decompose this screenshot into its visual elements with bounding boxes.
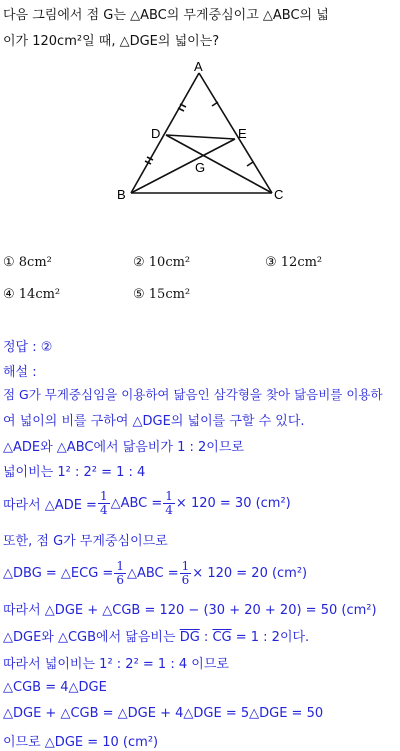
label-e: E xyxy=(238,126,247,141)
fraction-numerator: 1 xyxy=(165,488,173,503)
choice-1[interactable]: ① 8cm² xyxy=(3,255,52,270)
explanation-line-5-part-3: × 120 = 30 (cm²) xyxy=(175,495,291,511)
explanation-line-9-colon: : xyxy=(199,630,213,645)
explanation-line-5 xyxy=(3,486,396,520)
explanation-line-9-part-2: = 1 : 2이다. xyxy=(231,630,310,645)
question-line-1: 다음 그림에서 점 G는 △ABC의 무게중심이고 △ABC의 넓 xyxy=(3,8,329,23)
segment-dg: $\overline{DG}$ xyxy=(179,630,200,645)
explanation-line-7-part-2: △ABC = xyxy=(126,565,179,581)
explanation-line-9 xyxy=(3,626,396,645)
explanation-line-7-part-1: △DBG = △ECG = xyxy=(3,565,114,581)
label-c: C xyxy=(274,187,284,202)
choice-2[interactable]: ② 10cm² xyxy=(133,255,191,270)
explanation-line-5-part-1: 따라서 △ADE = xyxy=(3,497,97,513)
explanation-line-8: 따라서 △DGE + △CGB = 120 − (30 + 20 + 20) = 50 (cm²) xyxy=(3,603,377,618)
fraction-denominator: 4 xyxy=(99,502,108,517)
explanation-line-12: △DGE + △CGB = △DGE + 4△DGE = 5△DGE = 50 xyxy=(3,706,324,721)
explanation-line-1: 점 G가 무게중심임을 이용하여 닮음인 삼각형을 찾아 닮음비를 이용하 xyxy=(3,387,383,402)
explanation-line-4: 넓이비는 1² : 2² = 1 : 4 xyxy=(3,465,146,480)
choice-5[interactable]: ⑤ 15cm² xyxy=(133,287,191,302)
triangle-figure xyxy=(110,58,290,208)
fraction-denominator: 6 xyxy=(181,572,190,587)
explanation-line-7-part-3: × 120 = 20 (cm²) xyxy=(192,565,308,581)
fraction-one-sixth-2 xyxy=(180,560,192,587)
explanation-line-7 xyxy=(3,556,396,590)
fraction-numerator: 1 xyxy=(116,558,124,573)
fraction-numerator: 1 xyxy=(181,558,190,573)
explanation-line-3: △ADE와 △ABC에서 닮음비가 1 : 2이므로 xyxy=(3,440,244,455)
choice-3[interactable]: ③ 12cm² xyxy=(265,255,323,270)
fraction-denominator: 4 xyxy=(165,502,173,517)
label-d: D xyxy=(151,126,161,141)
fraction-numerator: 1 xyxy=(99,488,108,503)
choice-4[interactable]: ④ 14cm² xyxy=(3,287,61,302)
explanation-line-5-part-2: △ABC = xyxy=(110,495,163,511)
explanation-line-2: 여 넓이의 비를 구하여 △DGE의 넓이를 구할 수 있다. xyxy=(3,414,305,429)
label-b: B xyxy=(117,187,126,202)
explanation-line-9-part-1: △DGE와 △CGB에서 닮음비는 xyxy=(3,630,176,645)
explanation-line-6: 또한, 점 G가 무게중심이므로 xyxy=(3,534,168,549)
fraction-one-quarter-2 xyxy=(163,490,175,517)
explanation-label: 해설 : xyxy=(3,365,37,380)
segment-cg: $\overline{CG}$ xyxy=(212,630,232,645)
explanation-line-11: △CGB = 4△DGE xyxy=(3,680,107,695)
fraction-one-quarter xyxy=(98,490,110,517)
label-a: A xyxy=(194,59,203,74)
label-g: G xyxy=(195,160,206,175)
answer-label: 정답 : ② xyxy=(3,340,53,355)
fraction-one-sixth xyxy=(114,560,126,587)
explanation-line-13: 이므로 △DGE = 10 (cm²) xyxy=(3,735,159,750)
explanation-line-10: 따라서 넓이비는 1² : 2² = 1 : 4 이므로 xyxy=(3,657,229,672)
question-line-2: 이가 120cm²일 때, △DGE의 넓이는? xyxy=(3,34,220,49)
fraction-denominator: 6 xyxy=(116,572,124,587)
